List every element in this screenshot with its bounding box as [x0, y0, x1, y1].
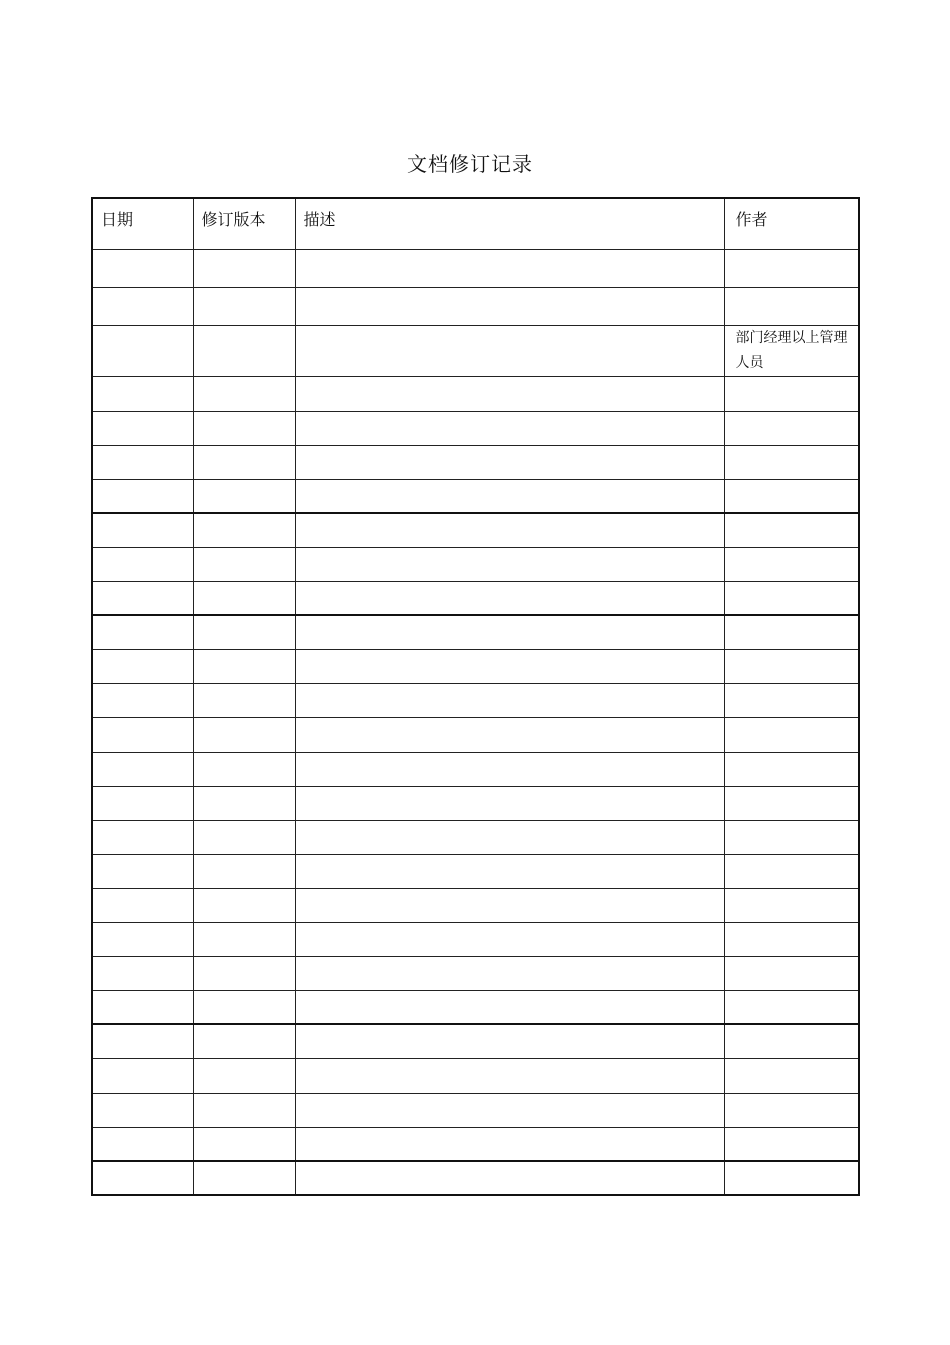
cell-date	[92, 376, 193, 411]
cell-description-text	[296, 250, 724, 258]
header-date	[92, 198, 193, 249]
cell-date	[92, 547, 193, 581]
header-version	[193, 198, 295, 249]
cell-description	[295, 752, 724, 786]
revision-table-body	[92, 198, 859, 1195]
header-author-label: 作者	[735, 210, 768, 229]
cell-version-text	[194, 1025, 295, 1033]
cell-description	[295, 1058, 724, 1093]
cell-description	[295, 411, 724, 445]
cell-version-text	[194, 684, 295, 692]
cell-version-text	[194, 616, 295, 624]
cell-description	[295, 1127, 724, 1161]
cell-version-text	[194, 480, 295, 488]
cell-description-text	[296, 446, 724, 454]
cell-version-text	[194, 1162, 295, 1170]
cell-description	[295, 922, 724, 956]
cell-version-text	[194, 548, 295, 556]
cell-description	[295, 615, 724, 649]
cell-author	[724, 717, 859, 752]
cell-date-text	[93, 446, 193, 454]
cell-version	[193, 411, 295, 445]
table-row	[92, 854, 859, 888]
cell-description-text	[296, 957, 724, 965]
cell-date-text	[93, 250, 193, 258]
header-date-label: 日期	[101, 210, 134, 229]
cell-date-text	[93, 1128, 193, 1136]
table-row	[92, 325, 859, 376]
cell-date	[92, 287, 193, 325]
header-description	[295, 198, 724, 249]
cell-description-text	[296, 1128, 724, 1136]
cell-description	[295, 1024, 724, 1058]
table-header-row	[92, 198, 859, 249]
revision-table	[91, 197, 860, 1196]
cell-description-text	[296, 889, 724, 897]
cell-version-text	[194, 923, 295, 931]
cell-date	[92, 325, 193, 376]
cell-description	[295, 479, 724, 513]
cell-date-text	[93, 753, 193, 761]
cell-version-text	[194, 288, 295, 296]
table-row	[92, 752, 859, 786]
cell-description	[295, 581, 724, 615]
cell-version	[193, 376, 295, 411]
cell-description-text	[296, 650, 724, 658]
cell-date	[92, 922, 193, 956]
cell-date-text	[93, 1025, 193, 1033]
cell-author	[724, 445, 859, 479]
cell-version	[193, 479, 295, 513]
cell-date-text	[93, 718, 193, 726]
cell-author	[724, 956, 859, 990]
table-row	[92, 888, 859, 922]
cell-author	[724, 888, 859, 922]
cell-description-text	[296, 1094, 724, 1102]
cell-version-text	[194, 1128, 295, 1136]
cell-version	[193, 1024, 295, 1058]
cell-version-text	[194, 1094, 295, 1102]
cell-date-text	[93, 991, 193, 999]
table-row	[92, 683, 859, 717]
cell-version	[193, 717, 295, 752]
cell-date-text	[93, 480, 193, 488]
cell-version	[193, 325, 295, 376]
cell-description-text	[296, 480, 724, 488]
cell-author	[724, 1058, 859, 1093]
cell-date	[92, 249, 193, 287]
cell-author	[724, 752, 859, 786]
cell-description-text	[296, 616, 724, 624]
cell-date-text	[93, 377, 193, 385]
cell-date-text	[93, 889, 193, 897]
cell-date-text	[93, 787, 193, 795]
table-row	[92, 445, 859, 479]
cell-description-text	[296, 787, 724, 795]
cell-author	[724, 287, 859, 325]
cell-author	[724, 479, 859, 513]
cell-version	[193, 752, 295, 786]
cell-date-text	[93, 288, 193, 296]
cell-date	[92, 786, 193, 820]
table-row	[92, 786, 859, 820]
table-row	[92, 820, 859, 854]
cell-version-text	[194, 1059, 295, 1067]
cell-description-text	[296, 753, 724, 761]
table-row	[92, 956, 859, 990]
cell-description	[295, 854, 724, 888]
cell-date	[92, 1127, 193, 1161]
cell-author	[724, 786, 859, 820]
cell-author	[724, 325, 859, 376]
table-row	[92, 1161, 859, 1195]
cell-version-text	[194, 326, 295, 334]
cell-version	[193, 547, 295, 581]
table-row	[92, 717, 859, 752]
header-description-label: 描述	[303, 210, 336, 229]
cell-description	[295, 287, 724, 325]
cell-date-text	[93, 855, 193, 863]
cell-description-text	[296, 326, 724, 334]
table-row	[92, 479, 859, 513]
document-title: 文档修订记录	[407, 152, 533, 176]
cell-author	[724, 376, 859, 411]
cell-version-text	[194, 991, 295, 999]
cell-description-text	[296, 1059, 724, 1067]
cell-date-text	[93, 923, 193, 931]
cell-date	[92, 1058, 193, 1093]
cell-version-text	[194, 821, 295, 829]
cell-version	[193, 513, 295, 547]
table-row	[92, 615, 859, 649]
cell-version	[193, 445, 295, 479]
cell-version-text	[194, 514, 295, 522]
cell-version-text	[194, 753, 295, 761]
cell-date-text	[93, 548, 193, 556]
cell-author	[724, 854, 859, 888]
cell-date	[92, 1093, 193, 1127]
cell-author-text: 部门经理以上管理人员	[735, 329, 848, 371]
cell-date-text	[93, 821, 193, 829]
cell-description-text	[296, 412, 724, 420]
cell-description	[295, 786, 724, 820]
cell-version	[193, 1161, 295, 1195]
cell-description-text	[296, 514, 724, 522]
cell-date	[92, 683, 193, 717]
cell-date	[92, 445, 193, 479]
cell-date-text	[93, 684, 193, 692]
cell-description	[295, 325, 724, 376]
cell-date-text	[93, 650, 193, 658]
cell-date-text	[93, 326, 193, 334]
cell-description	[295, 1161, 724, 1195]
cell-description	[295, 990, 724, 1024]
cell-description-text	[296, 855, 724, 863]
cell-version	[193, 888, 295, 922]
cell-version	[193, 956, 295, 990]
cell-date	[92, 513, 193, 547]
cell-version	[193, 922, 295, 956]
table-row	[92, 990, 859, 1024]
cell-version	[193, 287, 295, 325]
cell-author	[724, 1093, 859, 1127]
cell-date	[92, 479, 193, 513]
cell-description	[295, 1093, 724, 1127]
cell-version	[193, 1058, 295, 1093]
table-row	[92, 922, 859, 956]
cell-description	[295, 445, 724, 479]
cell-date-text	[93, 616, 193, 624]
cell-description	[295, 956, 724, 990]
cell-description-text	[296, 684, 724, 692]
cell-description	[295, 513, 724, 547]
cell-date-text	[93, 412, 193, 420]
table-row	[92, 1058, 859, 1093]
cell-author	[724, 649, 859, 683]
cell-description	[295, 649, 724, 683]
cell-author	[724, 513, 859, 547]
cell-version-text	[194, 582, 295, 590]
cell-date	[92, 888, 193, 922]
cell-date	[92, 820, 193, 854]
cell-date	[92, 1161, 193, 1195]
table-row	[92, 581, 859, 615]
table-row	[92, 249, 859, 287]
table-row	[92, 649, 859, 683]
cell-description-text	[296, 1025, 724, 1033]
table-row	[92, 1024, 859, 1058]
cell-author	[724, 922, 859, 956]
cell-author	[724, 820, 859, 854]
cell-date-text	[93, 1162, 193, 1170]
cell-date	[92, 854, 193, 888]
cell-version-text	[194, 650, 295, 658]
cell-description	[295, 717, 724, 752]
table-row	[92, 547, 859, 581]
table-row	[92, 1127, 859, 1161]
cell-version-text	[194, 446, 295, 454]
cell-version-text	[194, 377, 295, 385]
cell-date	[92, 956, 193, 990]
cell-description	[295, 249, 724, 287]
cell-date	[92, 990, 193, 1024]
cell-version-text	[194, 787, 295, 795]
cell-description	[295, 376, 724, 411]
cell-author	[724, 990, 859, 1024]
cell-description	[295, 683, 724, 717]
cell-description-text	[296, 1162, 724, 1170]
cell-description-text	[296, 288, 724, 296]
cell-version-text	[194, 718, 295, 726]
cell-version-text	[194, 855, 295, 863]
cell-version	[193, 990, 295, 1024]
cell-date-text	[93, 1094, 193, 1102]
cell-date-text	[93, 1059, 193, 1067]
cell-version-text	[194, 957, 295, 965]
cell-version-text	[194, 250, 295, 258]
cell-date	[92, 411, 193, 445]
table-row	[92, 287, 859, 325]
cell-version	[193, 854, 295, 888]
cell-author	[724, 411, 859, 445]
cell-description-text	[296, 377, 724, 385]
cell-author	[724, 1161, 859, 1195]
cell-date-text	[93, 582, 193, 590]
cell-date-text	[93, 957, 193, 965]
cell-version	[193, 581, 295, 615]
cell-version	[193, 1127, 295, 1161]
cell-description	[295, 888, 724, 922]
cell-author	[724, 683, 859, 717]
cell-version	[193, 786, 295, 820]
cell-date	[92, 581, 193, 615]
cell-version	[193, 649, 295, 683]
cell-description-text	[296, 548, 724, 556]
cell-description-text	[296, 821, 724, 829]
cell-description-text	[296, 718, 724, 726]
cell-author	[724, 615, 859, 649]
cell-version	[193, 820, 295, 854]
cell-version	[193, 249, 295, 287]
cell-description-text	[296, 991, 724, 999]
header-author	[724, 198, 859, 249]
cell-date	[92, 752, 193, 786]
cell-version-text	[194, 412, 295, 420]
cell-version	[193, 615, 295, 649]
cell-version-text	[194, 889, 295, 897]
cell-date	[92, 615, 193, 649]
table-row	[92, 411, 859, 445]
cell-author	[724, 581, 859, 615]
header-version-label: 修订版本	[201, 210, 266, 229]
cell-author	[724, 1127, 859, 1161]
cell-description	[295, 547, 724, 581]
cell-author	[724, 249, 859, 287]
cell-version	[193, 683, 295, 717]
cell-author	[724, 1024, 859, 1058]
cell-description-text	[296, 923, 724, 931]
cell-author	[724, 547, 859, 581]
cell-date-text	[93, 514, 193, 522]
cell-description-text	[296, 582, 724, 590]
cell-date	[92, 1024, 193, 1058]
table-row	[92, 1093, 859, 1127]
table-row	[92, 376, 859, 411]
table-row	[92, 513, 859, 547]
cell-description	[295, 820, 724, 854]
cell-date	[92, 649, 193, 683]
cell-date	[92, 717, 193, 752]
cell-version	[193, 1093, 295, 1127]
